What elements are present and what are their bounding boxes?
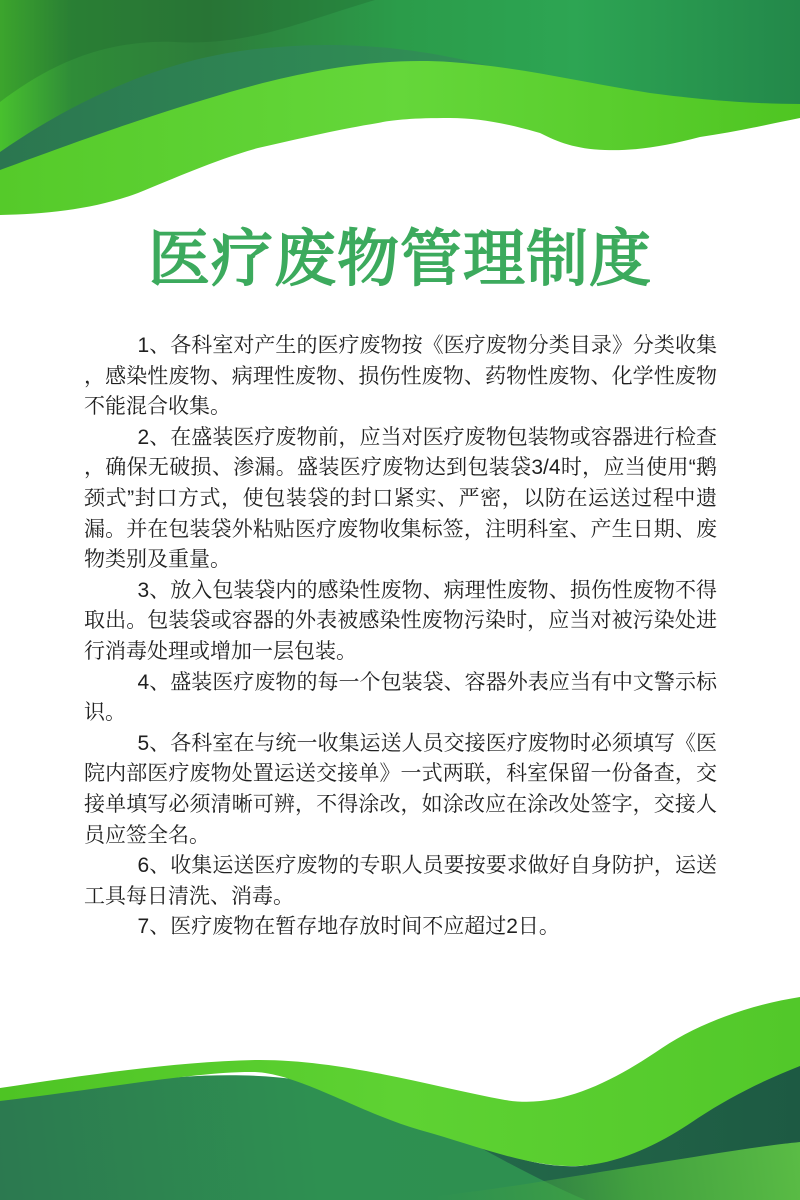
bottom-green-wave (0, 1075, 800, 1200)
poster-title: 医疗废物管理制度 (147, 226, 652, 294)
bottom-lime-wave (0, 997, 800, 1166)
top-emerald-wave (0, 0, 800, 152)
bottom-bright-corner-wave (400, 1142, 800, 1200)
top-teal-wave (0, 0, 800, 188)
rule-paragraph-2: 2、在盛装医疗废物前，应当对医疗废物包装物或容器进行检查，确保无破损、渗漏。盛装医疗废物达到包装袋3/4时，应当使用“鹅颈式”封口方式，使包装袋的封口紧实、严密，以防在运送过程中遗漏。并在包装袋外粘贴医疗废物收集标签，注明科室、产生日期、废物类别及重量。 (84, 425, 717, 572)
top-lime-wave (0, 61, 800, 215)
rule-paragraph-1: 1、各科室对产生的医疗废物按《医疗废物分类目录》分类收集，感染性废物、病理性废物、损伤性废物、药物性废物、化学性废物不能混合收集。 (84, 334, 717, 419)
rule-paragraph-6: 6、收集运送医疗废物的专职人员要按要求做好自身防护，运送工具每日清洗、消毒。 (84, 854, 717, 908)
top-dark-accent-wave (0, 0, 375, 102)
rules-text-block (84, 331, 717, 943)
rule-paragraph-3: 3、放入包装袋内的感染性废物、病理性废物、损伤性废物不得取出。包装袋或容器的外表被感染性废物污染时，应当对被污染处进行消毒处理或增加一层包装。 (84, 578, 717, 663)
rule-paragraph-5: 5、各科室在与统一收集运送人员交接医疗废物时必须填写《医院内部医疗废物处置运送交接单》一式两联，科室保留一份备查，交接单填写必须清晰可辨，不得涂改，如涂改应在涂改处签字，交接人员应签全名。 (84, 731, 717, 847)
rule-paragraph-4: 4、盛装医疗废物的每一个包装袋、容器外表应当有中文警示标识。 (84, 670, 717, 725)
rule-paragraph-7: 7、医疗废物在暂存地存放时间不应超过2日。 (137, 915, 560, 939)
bottom-teal-wave (0, 1044, 800, 1200)
